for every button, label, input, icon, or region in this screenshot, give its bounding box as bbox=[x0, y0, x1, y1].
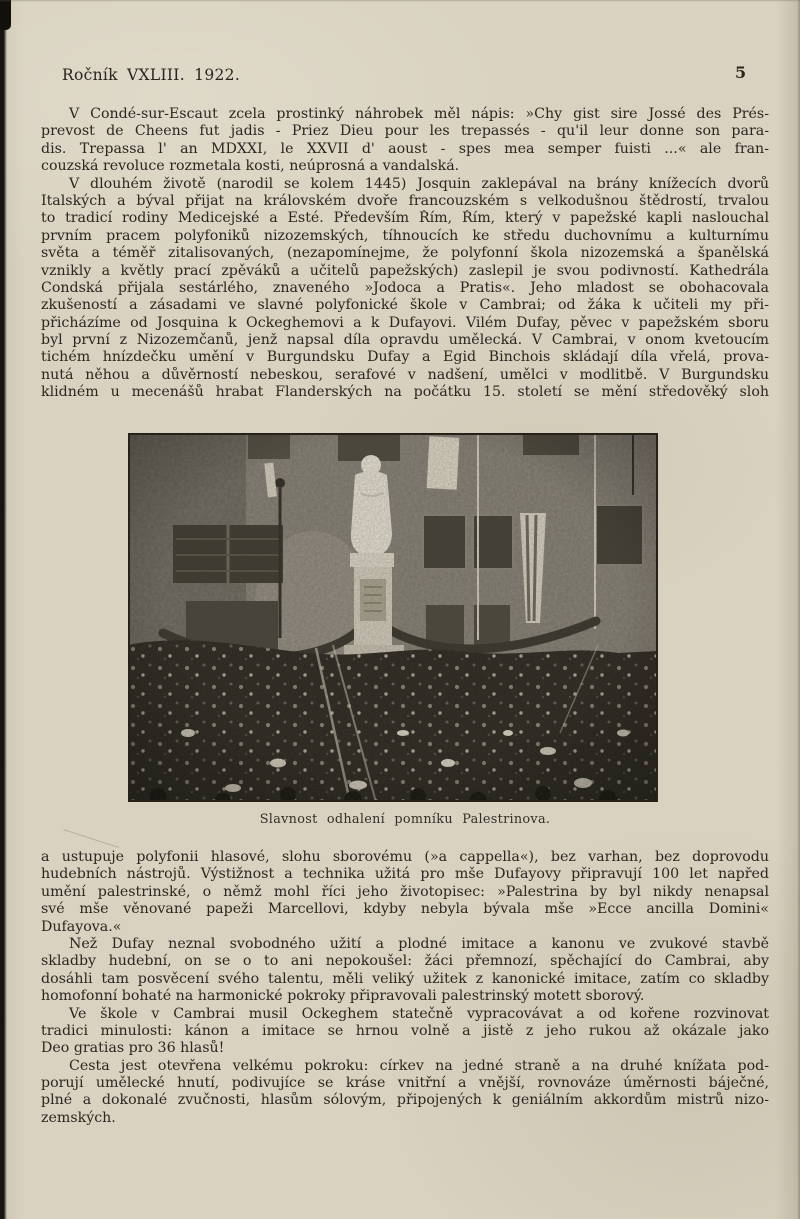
paragraph-1 bbox=[41, 106, 769, 176]
paragraph-6 bbox=[41, 1058, 769, 1128]
paragraph-4 bbox=[41, 936, 769, 1006]
text-line: tradici minulosti: kánon a imitace se hrnou volně a jistě z jeho rukou až okázale jako bbox=[41, 1022, 769, 1039]
text-line: a ustupuje polyfonii hlasové, slohu sborovému (»a cappella«), bez varhan, bez doprovodu bbox=[41, 849, 769, 865]
scan-edge-top bbox=[0, 0, 800, 2]
text-line: zemských. bbox=[41, 1109, 116, 1126]
text-block-lower bbox=[41, 849, 769, 1127]
text-line: Deo gratias pro 36 hlasů! bbox=[41, 1040, 225, 1057]
scan-crease bbox=[63, 829, 118, 848]
text-line: Ve škole v Cambrai musil Ockeghem statečně vypracovávat a od kořene rozvinovat bbox=[69, 1005, 769, 1022]
text-line: světa a téměř zitalisovaných, (nezapomínejme, že polyfonní škola nizozemská a španělská bbox=[41, 245, 769, 262]
text-block-upper bbox=[41, 106, 769, 402]
text-line: dis. Trepassa l' an MDXXI, le XXVII d' aoust - spes mea semper fuisti ...« ale fran- bbox=[41, 140, 769, 157]
text-line: Condská přijala sestárlého, znaveného »Jodoca a Pratis«. Jeho mladost se obohacovala bbox=[41, 279, 769, 296]
text-line: V dlouhém životě (narodil se kolem 1445) Josquin zaklepával na brány knížecích dvorů bbox=[69, 175, 769, 192]
text-line: dosáhli tam posvěcení svého talentu, měli veliký užitek z kanonické imitace, zatím co skladby bbox=[41, 970, 769, 987]
text-line: nutá něhou a důvěrností nebeskou, serafové v nadšení, umělci v modlitbě. V Burgundsku bbox=[41, 366, 769, 383]
text-line: couzská revoluce rozmetala kosti, neúprosná a vandalská. bbox=[41, 158, 460, 175]
page-number: 5 bbox=[735, 63, 747, 82]
text-line: vznikly a květly prací zpěváků a učitelů papežských) zaslepil je svou podivností. Kathedrála bbox=[41, 262, 769, 279]
text-line: homofonní bohaté na harmonické pokroky připravovali palestrinský motett sborový. bbox=[41, 988, 645, 1005]
text-line: Než Dufay neznal svobodného užití a plodné imitace a kanonu ve zvukové stavbě bbox=[69, 935, 769, 952]
text-line: tichém hnízdečku umění v Burgundsku Dufay a Egid Binchois skládají díla vřelá, prova- bbox=[41, 349, 769, 366]
text-line: prevost de Cheens fut jadis - Priez Dieu pour les trepassés - qu'il leur donne son para- bbox=[41, 123, 769, 140]
scan-edge-left bbox=[0, 0, 7, 1219]
text-line: své mše věnované papeži Marcellovi, kdyby nebyla bývala mše »Ecce ancilla Domini« bbox=[41, 901, 769, 918]
paragraph-3 bbox=[41, 849, 769, 936]
text-line: umění palestrinské, o němž mohl říci jeho životopisec: »Palestrina by byl nikdy nenapsal bbox=[41, 883, 769, 900]
photo-caption: Slavnost odhalení pomníku Palestrinova. bbox=[259, 812, 551, 827]
text-line: zkušeností a zásadami ve slavné polyfonické škole v Cambrai; od žáka k učiteli my při- bbox=[41, 297, 769, 314]
text-line: přicházíme od Josquina k Ockeghemovi a k Dufayovi. Vilém Dufay, pěvec v papežském sboru bbox=[41, 314, 769, 331]
text-line: prvním pracem polyfoniků nizozemských, tíhnoucích ke středu duchovnímu a kulturnímu bbox=[41, 227, 769, 244]
text-line: hudebních nástrojů. Výstižnost a technika užitá pro mše Dufayovy připravují 100 let napřed bbox=[41, 866, 769, 883]
text-line: plné a dokonalé zvučnosti, hlasům sólovým, připojených k geniálním akkordům mistrů nizo- bbox=[41, 1092, 769, 1109]
text-line: V Condé-sur-Escaut zcela prostinký náhrobek měl nápis: »Chy gist sire Jossé des Prés- bbox=[69, 106, 769, 122]
text-line: Cesta jest otevřena velkému pokroku: církev na jedné straně a na druhé knížata pod- bbox=[69, 1057, 769, 1074]
edition-header: Ročník VXLIII. 1922. bbox=[62, 66, 241, 84]
text-line: to tradicí rodiny Medicejské a Esté. Především Řím, Řím, který v papežské kapli naslouchal bbox=[41, 210, 769, 227]
scan-corner-top-left bbox=[0, 0, 11, 30]
text-line: Dufayova.« bbox=[41, 918, 122, 935]
photo-illustration bbox=[128, 433, 658, 802]
photograph-monument-unveiling bbox=[128, 433, 658, 802]
text-line: skladby hudební, on se o to ani nepokoušel: žáci přemnozí, spěchající do Cambrai, aby bbox=[41, 953, 769, 970]
text-line: porují umělecké hnutí, podivujíce se kráse vnitřní a vnější, rovnováze úměrnosti báječné, bbox=[41, 1075, 769, 1092]
text-line: byl první z Nizozemčanů, jenž napsal díla opravdu umělecká. V Cambrai, v onom kvetoucím bbox=[41, 332, 769, 349]
paragraph-5 bbox=[41, 1006, 769, 1058]
text-line: Italských a býval přijat na královském dvoře francouzském s velkodušnou štědrostí, trvalou bbox=[41, 192, 769, 209]
text-line: klidném u mecenášů hrabat Flanderských na počátku 15. století se mění středověký sloh bbox=[41, 384, 769, 401]
paragraph-2 bbox=[41, 176, 769, 402]
